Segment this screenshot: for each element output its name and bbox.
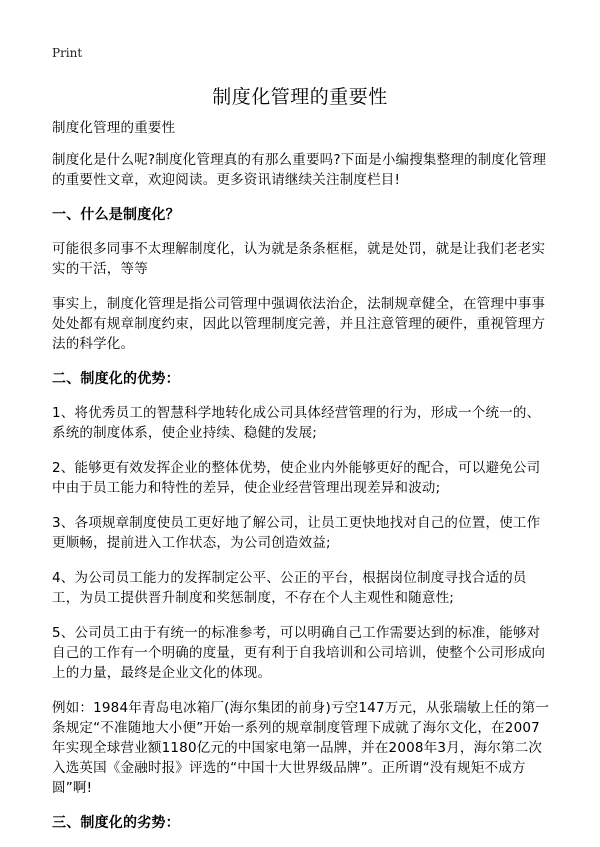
section1-paragraph: 可能很多同事不太理解制度化，认为就是条条框框，就是处罚，就是让我们老老实实的干活，等等 <box>52 241 546 277</box>
section-heading-what-is: 一、什么是制度化？ <box>52 207 180 223</box>
article-body <box>52 118 550 847</box>
advantage-item: 2、能够更有效发挥企业的整体优势，使企业内外能够更好的配合，可以避免公司中由于员工能力和特性的差异，使企业经营管理出现差异和波动; <box>52 460 541 496</box>
print-label: Print <box>52 46 83 60</box>
article-subtitle: 制度化管理的重要性 <box>52 120 176 136</box>
advantage-item: 4、为公司员工能力的发挥制定公平、公正的平台，根据岗位制度寻找合适的员工，为员工提供晋升制度和奖惩制度，不存在个人主观性和随意性; <box>52 570 527 606</box>
advantage-item: 1、将优秀员工的智慧科学地转化成公司具体经营管理的行为，形成一个统一的、系统的制度体系，使企业持续、稳健的发展; <box>52 405 541 441</box>
page-title: 制度化管理的重要性 <box>212 86 388 108</box>
intro-paragraph: 制度化是什么呢?制度化管理真的有那么重要吗?下面是小编搜集整理的制度化管理的重要性文章，欢迎阅读。更多资讯请继续关注制度栏目! <box>52 152 547 188</box>
advantage-item: 3、各项规章制度使员工更好地了解公司，让员工更快地找对自己的位置，使工作更顺畅，提前进入工作状态，为公司创造效益; <box>52 515 541 551</box>
section1-paragraph: 事实上，制度化管理是指公司管理中强调依法治企，法制规章健全，在管理中事事处处都有规章制度约束，因此以管理制度完善，并且注意管理的硬件，重视管理方法的科学化。 <box>52 296 546 352</box>
advantage-item: 5、公司员工由于有统一的标准参考，可以明确自己工作需要达到的标准，能够对自己的工作有一个明确的度量，更有利于自我培训和公司培训，使整个公司形成向上的力量，最终是企业文化的体现。 <box>52 625 546 681</box>
section-heading-advantages: 二、制度化的优势： <box>52 371 180 387</box>
section-heading-disadvantages: 三、制度化的劣势： <box>52 815 180 831</box>
example-paragraph: 例如：1984年青岛电冰箱厂(海尔集团的前身)亏空147万元，从张瑞敏上任的第一条规定“不准随地大小便”开始一系列的规章制度管理下成就了海尔文化，在2007年实现全球营业额1180亿元的中国家电第一品牌，并在2008年3月，海尔第二次入选英国《金融时报》评选的“中国十大世界级品牌”。正所谓“没有规矩不成方圆”啊! <box>52 700 550 796</box>
